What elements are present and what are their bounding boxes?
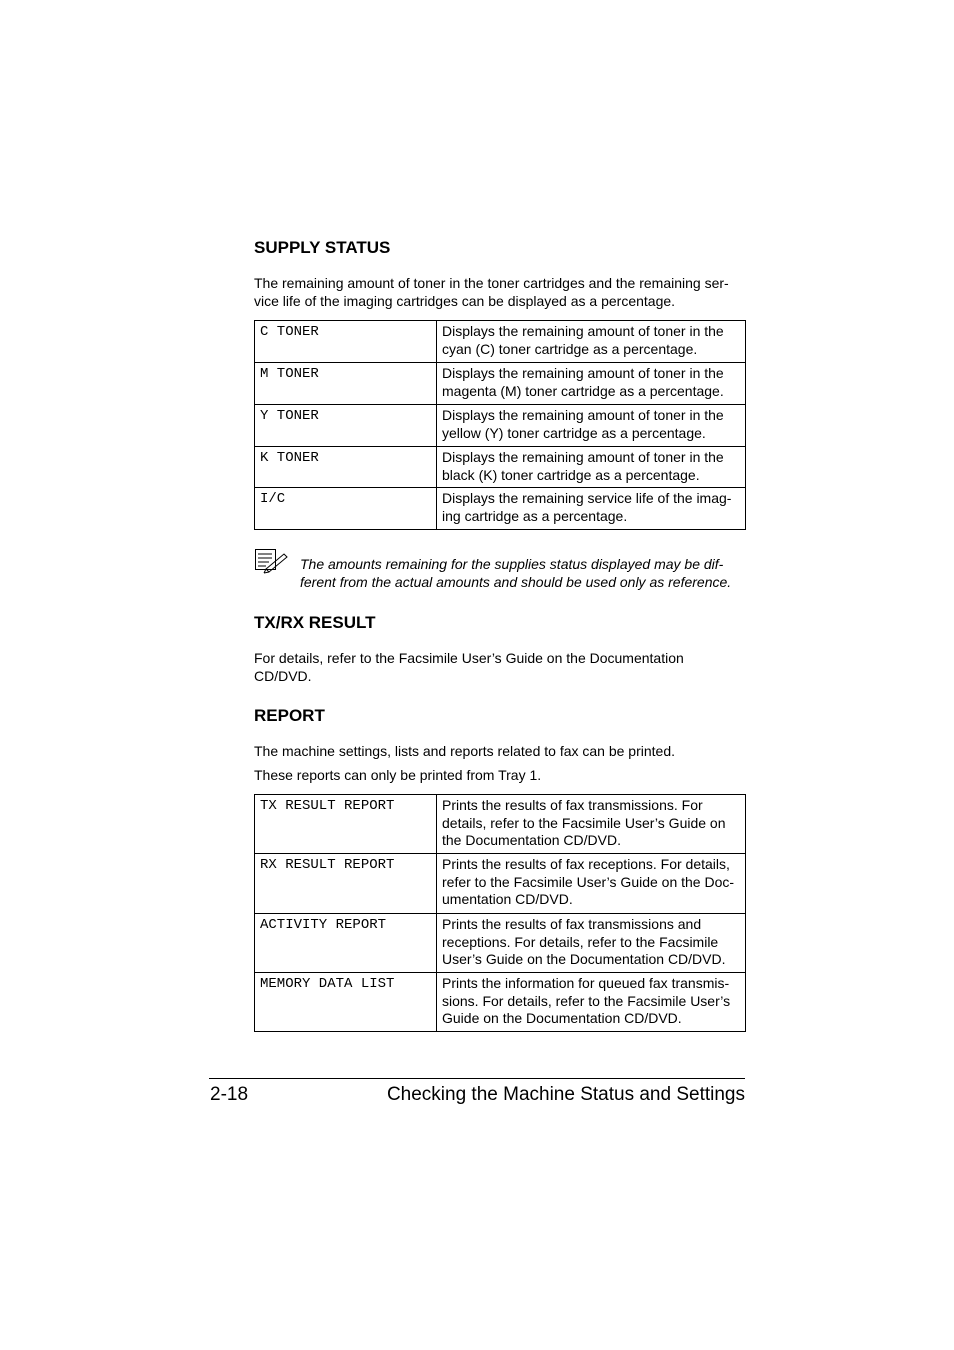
row-description: Displays the remaining amount of toner in the black (K) toner cartridge as a percentage. [437,447,746,488]
table-row [255,405,746,447]
table-row [255,973,746,1032]
table-row [255,447,746,488]
row-key: RX RESULT REPORT [255,854,437,914]
table-row [255,854,746,914]
row-key: K TONER [255,447,437,488]
row-key: M TONER [255,363,437,405]
table-row [255,914,746,973]
row-key: MEMORY DATA LIST [255,973,437,1032]
report-body-2: These reports can only be printed from Tray 1. [254,767,542,783]
row-key: C TONER [255,321,437,363]
table-row [255,363,746,405]
txrx-result-body: For details, refer to the Facsimile User’s Guide on the Documentation CD/DVD. [254,650,684,684]
row-key: TX RESULT REPORT [255,795,437,854]
row-description: Displays the remaining service life of the imag- ing cartridge as a percentage. [437,488,746,530]
report-body-1: The machine settings, lists and reports related to fax can be printed. [254,743,676,759]
supply-status-intro: The remaining amount of toner in the toner cartridges and the remaining ser- vice life of the imaging cartridges can be displayed as a percentage. [254,275,729,309]
row-key: Y TONER [255,405,437,447]
report-heading: REPORT [254,706,325,725]
row-description: Prints the results of fax transmissions. For details, refer to the Facsimile User’s Guide on the Documentation CD/DVD. [437,795,746,854]
supply-status-table [254,320,746,530]
chapter-title: Checking the Machine Status and Settings [386,1084,745,1105]
row-description: Prints the results of fax transmissions and receptions. For details, refer to the Facsimile User’s Guide on the Documentation CD/DVD. [437,914,746,973]
row-key: ACTIVITY REPORT [255,914,437,973]
row-key: I/C [255,488,437,530]
report-table [254,794,746,1032]
txrx-result-heading: TX/RX RESULT [254,613,376,632]
note-pencil-icon [254,548,290,574]
supply-status-heading: SUPPLY STATUS [254,238,391,257]
row-description: Displays the remaining amount of toner in the cyan (C) toner cartridge as a percentage. [437,321,746,363]
row-description: Displays the remaining amount of toner in the yellow (Y) toner cartridge as a percentage. [437,405,746,447]
page-footer [209,1078,745,1105]
row-description: Displays the remaining amount of toner in the magenta (M) toner cartridge as a percentage. [437,363,746,405]
row-description: Prints the information for queued fax transmis- sions. For details, refer to the Facsimile User’s Guide on the Documentation CD/DVD. [437,973,746,1032]
page-number: 2-18 [210,1084,249,1105]
row-description: Prints the results of fax receptions. For details, refer to the Facsimile User’s Guide on the Doc- umentation CD/DVD. [437,854,746,914]
table-row [255,488,746,530]
table-row [255,795,746,854]
table-row [255,321,746,363]
